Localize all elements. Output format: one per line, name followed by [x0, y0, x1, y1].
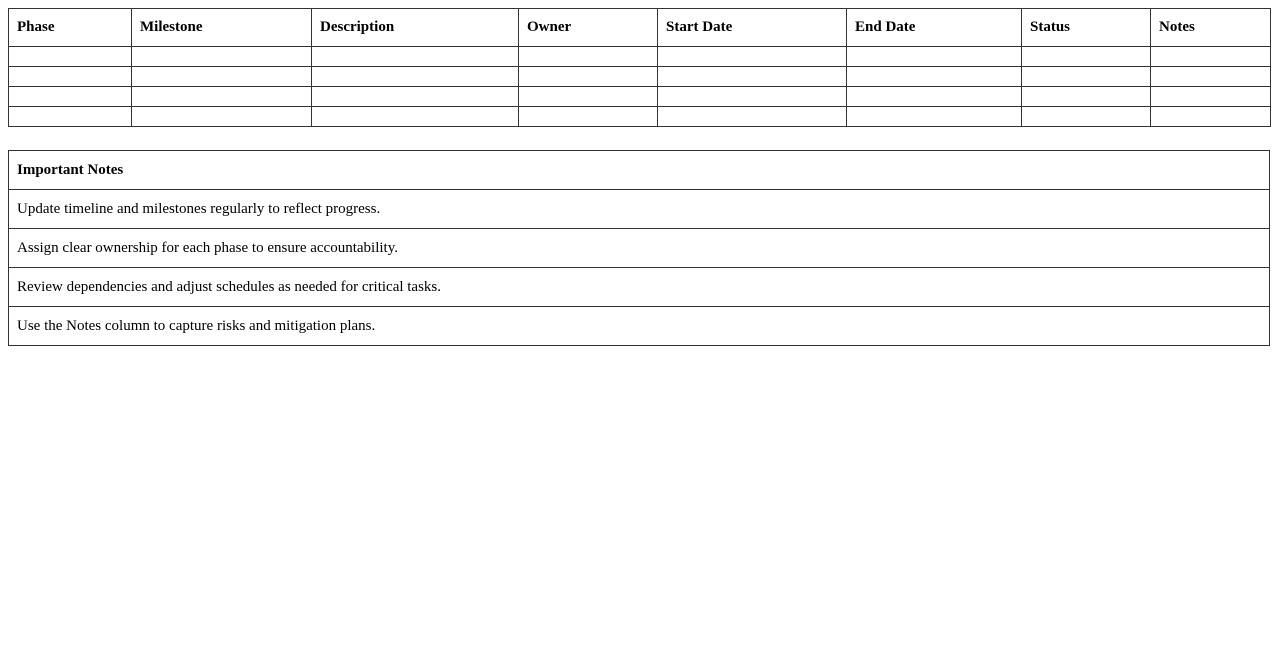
table-cell[interactable] — [132, 107, 312, 127]
notes-header-row — [9, 151, 1270, 190]
table-cell[interactable] — [9, 87, 132, 107]
table-cell[interactable] — [1151, 87, 1271, 107]
list-item — [9, 307, 1270, 346]
table-cell[interactable] — [132, 67, 312, 87]
table-cell[interactable] — [312, 107, 519, 127]
column-header-status: Status — [1022, 9, 1151, 47]
table-row — [9, 67, 1271, 87]
table-cell[interactable] — [9, 67, 132, 87]
table-cell[interactable] — [847, 87, 1022, 107]
header-row — [9, 9, 1271, 47]
note-text: Update timeline and milestones regularly to reflect progress. — [9, 190, 1270, 229]
table-cell[interactable] — [132, 87, 312, 107]
table-row — [9, 47, 1271, 67]
table-cell[interactable] — [9, 47, 132, 67]
table-cell[interactable] — [312, 47, 519, 67]
column-header-notes: Notes — [1151, 9, 1271, 47]
table-cell[interactable] — [519, 87, 658, 107]
table-cell[interactable] — [312, 87, 519, 107]
table-cell[interactable] — [658, 67, 847, 87]
table-cell[interactable] — [519, 67, 658, 87]
table-cell[interactable] — [847, 47, 1022, 67]
table-cell[interactable] — [847, 67, 1022, 87]
table-cell[interactable] — [1022, 67, 1151, 87]
list-item — [9, 268, 1270, 307]
table-cell[interactable] — [658, 107, 847, 127]
column-header-description: Description — [312, 9, 519, 47]
timeline-table — [8, 8, 1271, 127]
table-cell[interactable] — [1022, 47, 1151, 67]
table-cell[interactable] — [1022, 87, 1151, 107]
column-header-end-date: End Date — [847, 9, 1022, 47]
note-text: Assign clear ownership for each phase to ensure accountability. — [9, 229, 1270, 268]
note-text: Use the Notes column to capture risks and mitigation plans. — [9, 307, 1270, 346]
list-item — [9, 229, 1270, 268]
table-cell[interactable] — [847, 107, 1022, 127]
table-cell[interactable] — [1151, 107, 1271, 127]
important-notes-table — [8, 150, 1270, 346]
table-cell[interactable] — [312, 67, 519, 87]
note-text: Review dependencies and adjust schedules as needed for critical tasks. — [9, 268, 1270, 307]
table-cell[interactable] — [132, 47, 312, 67]
column-header-milestone: Milestone — [132, 9, 312, 47]
table-cell[interactable] — [1022, 107, 1151, 127]
column-header-owner: Owner — [519, 9, 658, 47]
table-cell[interactable] — [519, 107, 658, 127]
important-notes-title: Important Notes — [9, 151, 1270, 190]
list-item — [9, 190, 1270, 229]
table-row — [9, 107, 1271, 127]
column-header-phase: Phase — [9, 9, 132, 47]
table-row — [9, 87, 1271, 107]
column-header-start-date: Start Date — [658, 9, 847, 47]
table-cell[interactable] — [519, 47, 658, 67]
table-cell[interactable] — [1151, 47, 1271, 67]
table-cell[interactable] — [1151, 67, 1271, 87]
table-cell[interactable] — [658, 47, 847, 67]
table-cell[interactable] — [658, 87, 847, 107]
table-cell[interactable] — [9, 107, 132, 127]
